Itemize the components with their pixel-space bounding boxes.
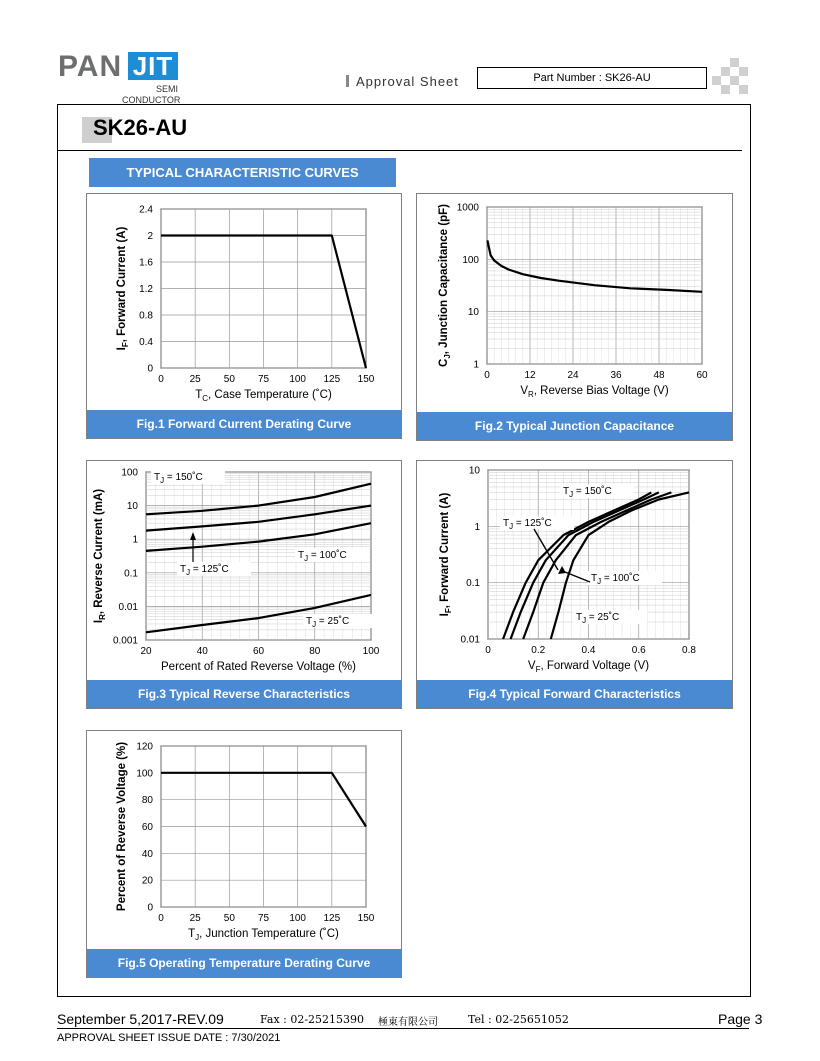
fig1-chart (87, 194, 401, 410)
approval-sheet-label: Approval Sheet (356, 74, 459, 89)
fig3-caption: Fig.3 Typical Reverse Characteristics (87, 680, 401, 708)
fig4-xtick-label: 0 (485, 645, 491, 656)
fig3-annotation: $T_J$ = 25˚C (306, 616, 350, 629)
fig5-xtick-label: 50 (223, 913, 235, 924)
fig2-caption: Fig.2 Typical Junction Capacitance (417, 412, 732, 440)
fig3-annotation: $T_J$ = 100˚C (298, 550, 347, 563)
page-title: SK26-AU (93, 115, 188, 140)
fig1-ytick-label: 2 (147, 231, 153, 242)
fig4-chart (417, 461, 732, 680)
footer-date: September 5,2017-REV.09 (57, 1011, 224, 1027)
fig2-ytick-label: 1 (473, 359, 479, 371)
fig1-ytick-label: 1.2 (139, 284, 153, 295)
fig3-ytick-label: 10 (126, 501, 138, 513)
fig3-ytick-label: 0.001 (112, 635, 138, 647)
fig2-chart (417, 194, 732, 412)
fig2-xtick-label: 60 (696, 370, 708, 381)
fig2-ylabel: $C_J$, Junction Capacitance (pF) (438, 204, 452, 367)
fig4-annotation: $T_J$ = 25˚C (576, 612, 620, 625)
fig3-annotation: $T_J$ = 150˚C (154, 472, 203, 485)
fig3-xtick-label: 100 (362, 646, 380, 657)
fig1-ylabel: $I_F$, Forward Current (A) (116, 226, 130, 351)
fig3-ylabel: $I_R$, Reverse Current (mA) (93, 488, 107, 624)
fig3-xtick-label: 40 (196, 646, 208, 657)
approval-bar (346, 75, 349, 87)
fig1-xtick-label: 0 (158, 374, 164, 385)
fig2-xtick-label: 24 (567, 370, 579, 381)
fig1-xtick-label: 50 (223, 374, 235, 385)
fig3-ytick-label: 100 (121, 467, 138, 479)
fig5-ytick-label: 20 (141, 875, 153, 887)
fig2-panel (416, 193, 733, 441)
fig3-ytick-label: 0.1 (124, 568, 138, 580)
fig1-xtick-label: 75 (257, 374, 270, 385)
fig3-xtick-label: 20 (140, 646, 152, 657)
fig2-ytick-label: 100 (462, 254, 479, 266)
fig4-ytick-label: 10 (468, 465, 480, 477)
fig5-ytick-label: 120 (136, 741, 153, 753)
fig4-xtick-label: 0.2 (531, 645, 546, 656)
fig5-chart (87, 731, 401, 949)
logo-pan: PAN (58, 50, 123, 83)
fig1-ytick-label: 0 (147, 363, 153, 375)
fig3-panel (86, 460, 402, 709)
title-rule (57, 150, 742, 151)
fig4-annotation: $T_J$ = 125˚C (503, 518, 552, 531)
fig3-ytick-label: 0.01 (118, 601, 138, 613)
footer-tel: Tel : 02-25651052 (468, 1013, 569, 1026)
section-header: TYPICAL CHARACTERISTIC CURVES (89, 158, 396, 187)
fig5-panel (86, 730, 402, 978)
fig5-ytick-label: 80 (141, 795, 153, 807)
footer-issue-date: APPROVAL SHEET ISSUE DATE : 7/30/2021 (57, 1032, 281, 1044)
fig4-ytick-label: 0.01 (460, 634, 480, 646)
fig1-ytick-label: 0.4 (139, 337, 153, 348)
fig5-ytick-label: 100 (136, 768, 153, 780)
fig1-ytick-label: 1.6 (139, 257, 153, 269)
fig4-ytick-label: 1 (474, 521, 480, 533)
fig5-ytick-label: 40 (141, 848, 153, 860)
fig4-annotation: $T_J$ = 150˚C (563, 486, 612, 499)
fig3-xtick-label: 60 (252, 646, 265, 657)
fig5-ytick-label: 60 (141, 822, 153, 833)
logo-jit: JIT (128, 52, 178, 80)
footer-company: 極東有限公司 (378, 1017, 438, 1028)
footer-rule (57, 1028, 749, 1029)
fig3-annotation: $T_J$ = 125˚C (180, 564, 229, 577)
fig4-xlabel: $V_F$, Forward Voltage (V) (527, 660, 650, 674)
fig5-xlabel: $T_J$, Junction Temperature (˚C) (188, 928, 339, 942)
fig4-xtick-label: 0.6 (631, 645, 646, 656)
fig4-xtick-label: 0.4 (581, 645, 596, 656)
fig1-ytick-label: 2.4 (139, 204, 153, 216)
fig2-xtick-label: 36 (610, 370, 622, 381)
fig5-ytick-label: 0 (147, 902, 153, 914)
fig1-panel (86, 193, 402, 439)
fig5-xtick-label: 75 (257, 913, 270, 924)
part-number-box: Part Number : SK26-AU (477, 67, 707, 89)
fig3-xtick-label: 80 (309, 646, 321, 657)
fig5-ylabel: Percent of Reverse Voltage (%) (116, 741, 128, 912)
logo-conductor: CONDUCTOR (122, 95, 181, 105)
fig5-xtick-label: 125 (323, 913, 341, 924)
fig5-xtick-label: 150 (357, 913, 375, 924)
fig5-xtick-label: 25 (189, 913, 201, 924)
checker-pattern (712, 58, 752, 98)
fig4-xtick-label: 0.8 (682, 645, 696, 656)
fig4-caption: Fig.4 Typical Forward Characteristics (417, 680, 732, 708)
fig5-xtick-label: 0 (158, 913, 164, 924)
fig4-ytick-label: 0.1 (466, 578, 480, 590)
fig1-xtick-label: 150 (357, 374, 375, 385)
fig4-panel (416, 460, 733, 709)
fig4-ylabel: $I_F$, Forward Current (A) (439, 492, 453, 617)
fig1-xlabel: $T_C$, Case Temperature (˚C) (195, 389, 332, 403)
fig3-xlabel: Percent of Rated Reverse Voltage (%) (161, 661, 356, 673)
fig1-xtick-label: 25 (189, 374, 201, 385)
fig5-caption: Fig.5 Operating Temperature Derating Curve (87, 949, 401, 977)
fig2-xtick-label: 0 (484, 370, 490, 381)
fig2-ytick-label: 10 (467, 307, 479, 319)
fig3-chart (87, 461, 401, 680)
fig2-ytick-label: 1000 (456, 202, 479, 214)
fig3-ytick-label: 1 (132, 534, 138, 546)
logo-semi: SEMI (155, 84, 178, 94)
fig1-xtick-label: 125 (323, 374, 341, 385)
fig4-annotation: $T_J$ = 100˚C (591, 573, 640, 586)
fig5-xtick-label: 100 (289, 913, 307, 924)
fig2-xlabel: $V_R$, Reverse Bias Voltage (V) (520, 385, 669, 399)
fig2-xtick-label: 12 (524, 370, 536, 381)
footer-fax: Fax : 02-25215390 (260, 1013, 365, 1026)
footer-page: Page 3 (718, 1011, 763, 1027)
fig1-caption: Fig.1 Forward Current Derating Curve (87, 410, 401, 438)
fig2-xtick-label: 48 (653, 370, 665, 381)
fig1-ytick-label: 0.8 (139, 310, 153, 322)
fig1-xtick-label: 100 (289, 374, 307, 385)
